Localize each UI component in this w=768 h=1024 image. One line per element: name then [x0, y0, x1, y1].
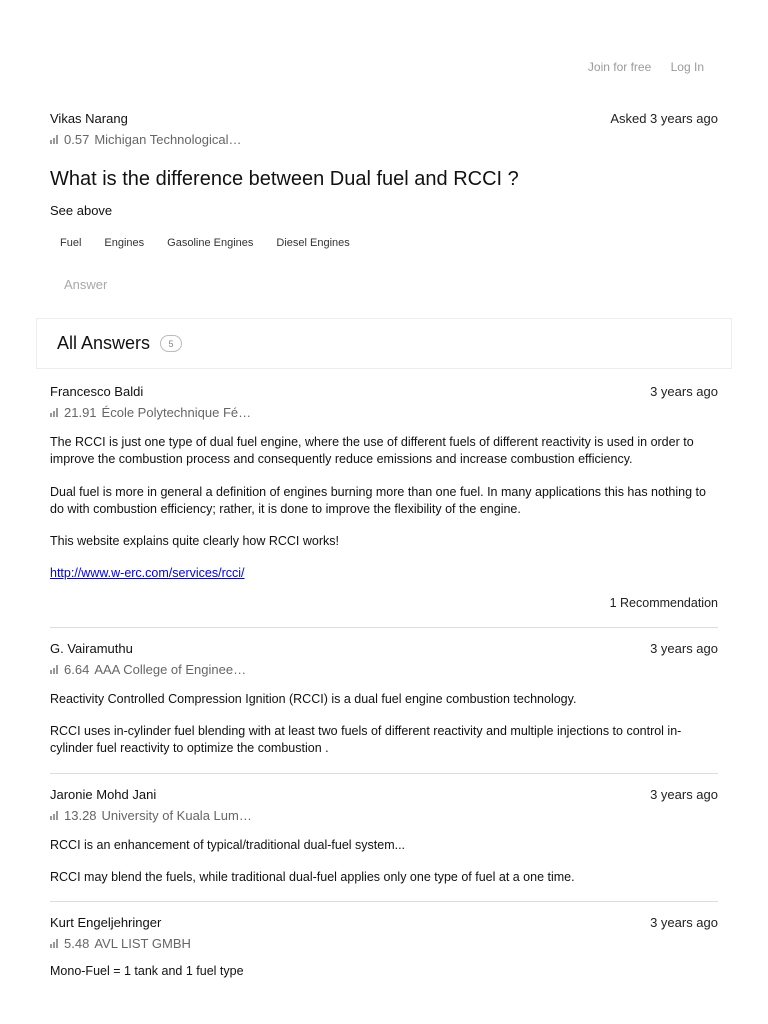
question-title: What is the difference between Dual fuel and RCCI ?: [50, 168, 519, 190]
author-institution[interactable]: AAA College of Enginee…: [94, 662, 247, 677]
answer-item: [50, 915, 718, 978]
answer-author-affiliation: [50, 808, 718, 823]
answer-item: [50, 641, 718, 755]
recommendation-count[interactable]: 1 Recommendation: [609, 596, 718, 610]
join-link[interactable]: Join for free: [587, 60, 652, 74]
author-institution[interactable]: Michigan Technological…: [94, 132, 242, 147]
divider: [50, 773, 718, 774]
question-asked-time: Asked 3 years ago: [610, 111, 718, 126]
tag[interactable]: Gasoline Engines: [167, 237, 254, 249]
answer-author-affiliation: [50, 405, 718, 420]
answer-author-affiliation: [50, 662, 718, 677]
question-author[interactable]: Vikas Narang: [50, 111, 128, 126]
author-institution[interactable]: AVL LIST GMBH: [94, 936, 191, 951]
author-score: 21.91: [64, 405, 97, 420]
answer-author[interactable]: G. Vairamuthu: [50, 641, 133, 656]
answer-paragraph: Mono-Fuel = 1 tank and 1 fuel type: [50, 964, 244, 978]
answer-item: [50, 384, 718, 580]
rcci-link[interactable]: http://www.w-erc.com/services/rcci/: [50, 566, 245, 580]
score-bars-icon: [50, 408, 58, 417]
divider: [50, 901, 718, 902]
answer-time: 3 years ago: [650, 384, 718, 399]
top-nav: [572, 60, 704, 74]
answer-item: [50, 787, 718, 884]
author-score: 0.57: [64, 132, 90, 147]
answer-author[interactable]: Jaronie Mohd Jani: [50, 787, 157, 802]
answer-time: 3 years ago: [650, 787, 718, 802]
answer-button[interactable]: Answer: [64, 277, 108, 292]
topic-tags: [60, 237, 350, 249]
score-bars-icon: [50, 811, 58, 820]
question-author-affiliation: [50, 132, 718, 147]
tag[interactable]: Fuel: [60, 237, 82, 249]
author-score: 13.28: [64, 808, 97, 823]
tag[interactable]: Diesel Engines: [276, 237, 350, 249]
tag[interactable]: Engines: [104, 237, 145, 249]
answer-paragraph: Reactivity Controlled Compression Ignition (RCCI) is a dual fuel engine combustion technology.: [50, 692, 577, 706]
answer-paragraph: The RCCI is just one type of dual fuel engine, where the use of different fuels of different reactivity is used in order to improve the combustion process and consequently reduce emissions and increase combustion efficiency.: [50, 435, 694, 466]
author-institution[interactable]: École Polytechnique Fé…: [101, 405, 252, 420]
score-bars-icon: [50, 939, 58, 948]
answer-paragraph: Dual fuel is more in general a definition of engines burning more than one fuel. In many applications this has nothing to do with combustion efficiency; rather, it is done to improve the flexibility of the engine.: [50, 485, 706, 516]
answer-author[interactable]: Kurt Engeljehringer: [50, 915, 162, 930]
answer-paragraph: RCCI may blend the fuels, while traditional dual-fuel applies only one type of fuel at a one time.: [50, 870, 575, 884]
question-header: [50, 111, 718, 147]
author-score: 6.64: [64, 662, 90, 677]
score-bars-icon: [50, 135, 58, 144]
login-link[interactable]: Log In: [670, 60, 704, 74]
answer-count-badge: 5: [160, 335, 182, 352]
answer-paragraph: This website explains quite clearly how RCCI works!: [50, 534, 339, 548]
score-bars-icon: [50, 665, 58, 674]
answer-time: 3 years ago: [650, 641, 718, 656]
answer-paragraph: RCCI uses in-cylinder fuel blending with at least two fuels of different reactivity and multiple injections to control in-cylinder fuel reactivity to optimize the combustion .: [50, 724, 682, 755]
answer-author[interactable]: Francesco Baldi: [50, 384, 144, 399]
author-institution[interactable]: University of Kuala Lum…: [101, 808, 252, 823]
author-score: 5.48: [64, 936, 90, 951]
all-answers-header: [36, 318, 732, 369]
question-body: See above: [50, 203, 113, 218]
answer-paragraph: RCCI is an enhancement of typical/traditional dual-fuel system...: [50, 838, 406, 852]
answer-author-affiliation: [50, 936, 718, 951]
all-answers-label: All Answers: [57, 333, 151, 353]
answer-time: 3 years ago: [650, 915, 718, 930]
divider: [50, 627, 718, 628]
